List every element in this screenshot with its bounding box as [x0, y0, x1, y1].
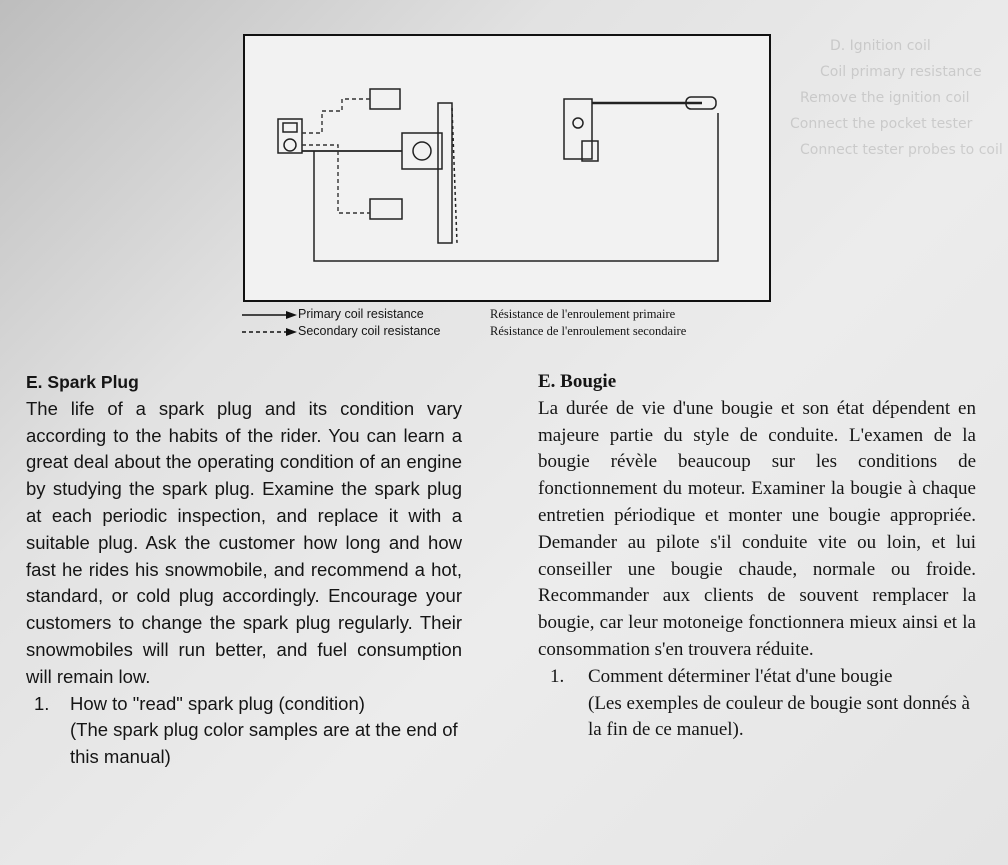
- item-text-en: How to "read" spark plug (condition): [70, 692, 365, 714]
- bleed-through-text: Connect tester probes to coil: [800, 142, 1003, 158]
- item-note-en: (The spark plug color samples are at the end of this manual): [70, 719, 458, 768]
- list-item-fr: [550, 664, 976, 744]
- item-text-fr: Comment déterminer l'état d'une bougie: [588, 665, 893, 687]
- item-number-en: 1.: [34, 692, 50, 714]
- ignition-coil-diagram: [242, 33, 772, 303]
- section-heading-fr: E. Bougie: [538, 371, 617, 392]
- solid-arrow-line: [242, 309, 297, 321]
- bleed-through-text: Connect the pocket tester: [790, 116, 973, 132]
- bleed-through-text: D. Ignition coil: [830, 38, 931, 54]
- dashed-arrow-line: [242, 326, 297, 338]
- legend-primary-en: Primary coil resistance: [298, 307, 424, 321]
- french-column: [538, 369, 976, 744]
- legend-secondary-fr: Résistance de l'enroulement secondaire: [490, 324, 687, 338]
- english-column: [26, 369, 462, 771]
- diagram-svg: [242, 33, 772, 303]
- list-item-en: [34, 691, 462, 771]
- section-body-fr: La durée de vie d'une bougie et son état dépendent en majeure partie du style de conduite. L'examen de la bougie révèle beaucoup sur les conditions de fonctionnement du moteur. Examiner la bougie à chaque entretien périodique et monter une bougie appropriée. Demander au pilote s'il conduite vite ou loin, et lui conseiller une bougie chaude, normale ou froide. Recommander aux clients de souvent remplacer la bougie, car leur motoneige fonctionnera mieux ainsi et la consommation s'en trouvera réduite.: [538, 397, 976, 660]
- legend-secondary-en: Secondary coil resistance: [298, 324, 441, 338]
- item-note-fr: (Les exemples de couleur de bougie sont donnés à la fin de ce manuel).: [588, 692, 970, 741]
- section-body-en: The life of a spark plug and its condition vary according to the habits of the rider. You can learn a great deal about the operating condition of an engine by studying the spark plug. Examine the spark plug at each periodic inspection, and replace it with a suitable plug. Ask the customer how long and how fast he rides his snowmobile, and recommend a hot, standard, or cold plug accordingly. Encourage your customers to change the spark plug regularly. Their snowmobiles will run better, and fuel consumption will remain low.: [26, 397, 462, 687]
- legend-primary-fr: Résistance de l'enroulement primaire: [490, 307, 676, 321]
- section-heading-en: E. Spark Plug: [26, 372, 139, 392]
- bleed-through-text: Coil primary resistance: [820, 64, 982, 80]
- bleed-through-text: Remove the ignition coil: [800, 90, 970, 106]
- item-number-fr: 1.: [550, 665, 565, 687]
